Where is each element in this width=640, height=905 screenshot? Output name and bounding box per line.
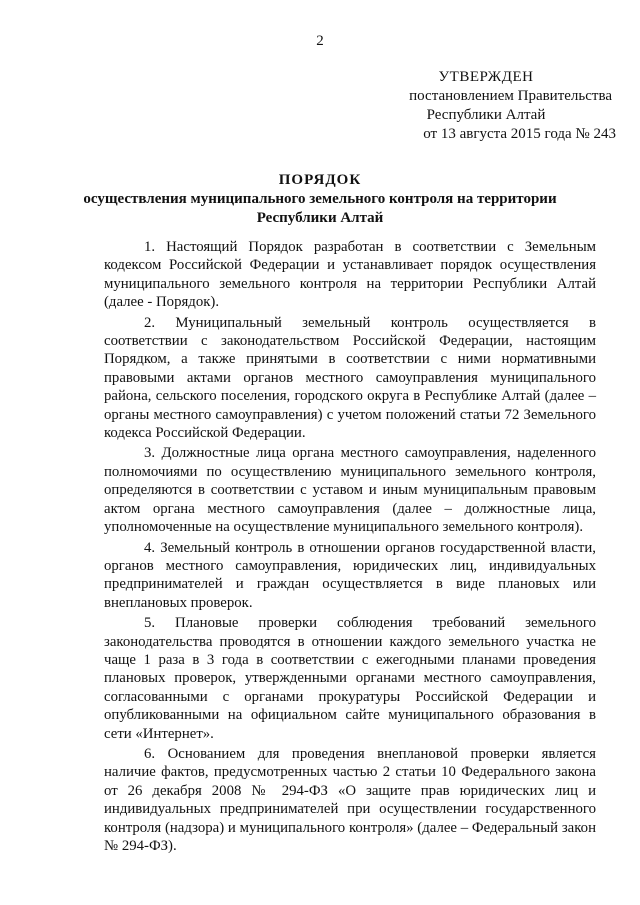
approval-line-1: постановлением Правительства	[409, 88, 612, 104]
paragraph-1: 1. Настоящий Порядок разработан в соответствии с Земельным кодексом Российской Федерации и устанавливает порядок осуществления муниципального земельного контроля на территории Республики Алтай (далее - Порядок).	[104, 239, 596, 311]
paragraph-4: 4. Земельный контроль в отношении органов государственной власти, органов местного самоуправления, юридических лиц, индивидуальных предпринимателей и граждан осуществляется в виде плановых или внеплановых проверок.	[104, 539, 596, 611]
approval-line-3: от 13 августа 2015 года № 243	[423, 126, 616, 142]
approval-title: УТВЕРЖДЕН	[438, 69, 534, 85]
document-title	[0, 171, 640, 228]
document-title-line-2: осуществления муниципального земельного контроля на территории	[83, 191, 557, 207]
paragraph-5: 5. Плановые проверки соблюдения требований земельного законодательства проводятся в отношении каждого земельного участка не чаще 1 раза в 3 года в соответствии с ежегодными планами проведения плановых проверок, утвержденными органами местного самоуправления, согласованными с органами прокуратуры Российской Федерации и опубликованными на официальном сайте муниципального образования в сети «Интернет».	[104, 615, 596, 742]
paragraph-6: 6. Основанием для проведения внеплановой проверки является наличие фактов, предусмотренных частью 2 статьи 10 Федерального закона от 26 декабря 2008 № 294-ФЗ «О защите прав юридических лиц и индивидуальных предпринимателей при осуществлении государственного контроля (надзора) и муниципального контроля» (далее – Федеральный закон № 294-ФЗ).	[104, 745, 596, 854]
paragraph-2: 2. Муниципальный земельный контроль осуществляется в соответствии с законодательством Российской Федерации, настоящим Порядком, а также принятыми в соответствии с ними нормативными правовыми актами органов местного самоуправления муниципального района, сельского поселения, городского округа в Республике Алтай (далее – органы местного самоуправления) с учетом положений статьи 72 Земельного кодекса Российской Федерации.	[104, 314, 596, 442]
approval-stamp	[356, 68, 616, 144]
paragraph-3: 3. Должностные лица органа местного самоуправления, наделенного полномочиями по осуществлению муниципального земельного контроля, определяются в соответствии с уставом и иным муниципальным правовым актом органа местного самоуправления (далее – должностные лица, уполномоченные на осуществление муниципального земельного контроля).	[104, 445, 596, 536]
document-title-line-1: ПОРЯДОК	[278, 172, 362, 188]
page-number: 2	[316, 33, 324, 49]
approval-line-2: Республики Алтай	[426, 107, 546, 123]
document-body	[104, 238, 596, 857]
document-title-line-3: Республики Алтай	[256, 210, 384, 226]
